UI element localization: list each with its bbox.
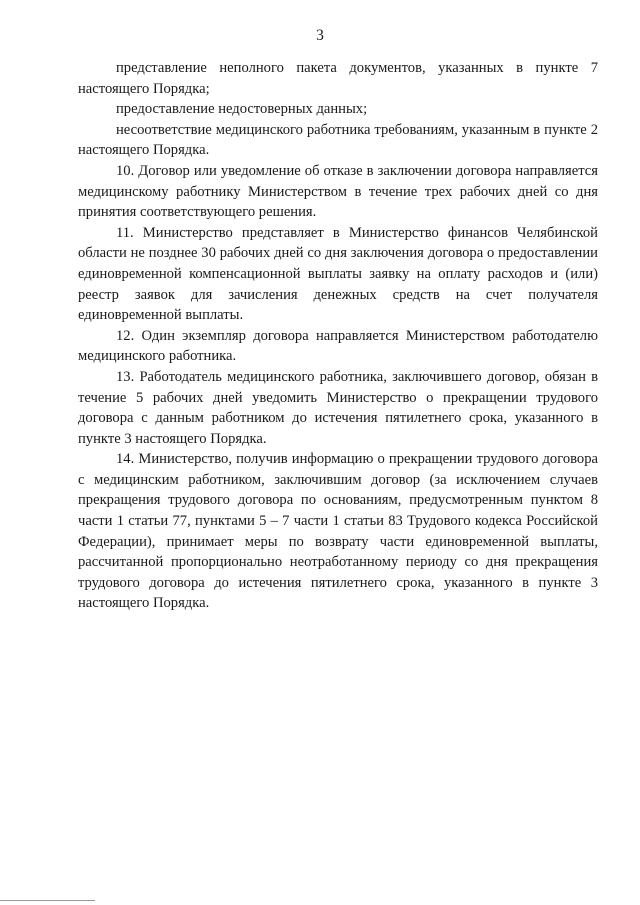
document-body [78, 58, 598, 614]
paragraph-incomplete-documents: представление неполного пакета документов, указанных в пункте 7 настоящего Порядка; [78, 60, 598, 97]
paragraph-item-11: 11. Министерство представляет в Министерство финансов Челябинской области не позднее 30 рабочих дней со дня заключения договора о предоставлении единовременной компенсационной выплаты заявку на оплату расходов и (или) реестр заявок для зачисления денежных средств на счет получателя единовременной выплаты. [78, 224, 598, 324]
paragraph-item-12: 12. Один экземпляр договора направляется Министерством работодателю медицинского работника. [78, 327, 598, 365]
footer-divider [0, 900, 95, 901]
paragraph-noncompliance: несоответствие медицинского работника требованиям, указанным в пункте 2 настоящего Порядка. [78, 121, 598, 159]
paragraph-item-13: 13. Работодатель медицинского работника, заключившего договор, обязан в течение 5 рабочих дней уведомить Министерство о прекращении трудового договора с данным работником до истечения пятилетнего срока, указанного в пункте 3 настоящего Порядка. [78, 368, 598, 447]
paragraph-item-14: 14. Министерство, получив информацию о прекращении трудового договора с медицинским работником, заключившим договор (за исключением случаев прекращения трудового договора по основаниям, предусмотренным пунктом 8 части 1 статьи 77, пунктами 5 – 7 части 1 статьи 83 Трудового кодекса Российской Федерации), принимает меры по возврату части единовременной выплаты, рассчитанной пропорционально неотработанному периоду со дня прекращения трудового договора до истечения пятилетнего срока, указанного в пункте 3 настоящего Порядка. [78, 451, 598, 612]
paragraph-item-10: 10. Договор или уведомление об отказе в заключении договора направляется медицинскому работнику Министерством в течение трех рабочих дней со дня принятия соответствующего решения. [78, 162, 598, 221]
page-number: 3 [316, 27, 324, 44]
paragraph-false-data: предоставление недостоверных данных; [116, 101, 368, 118]
